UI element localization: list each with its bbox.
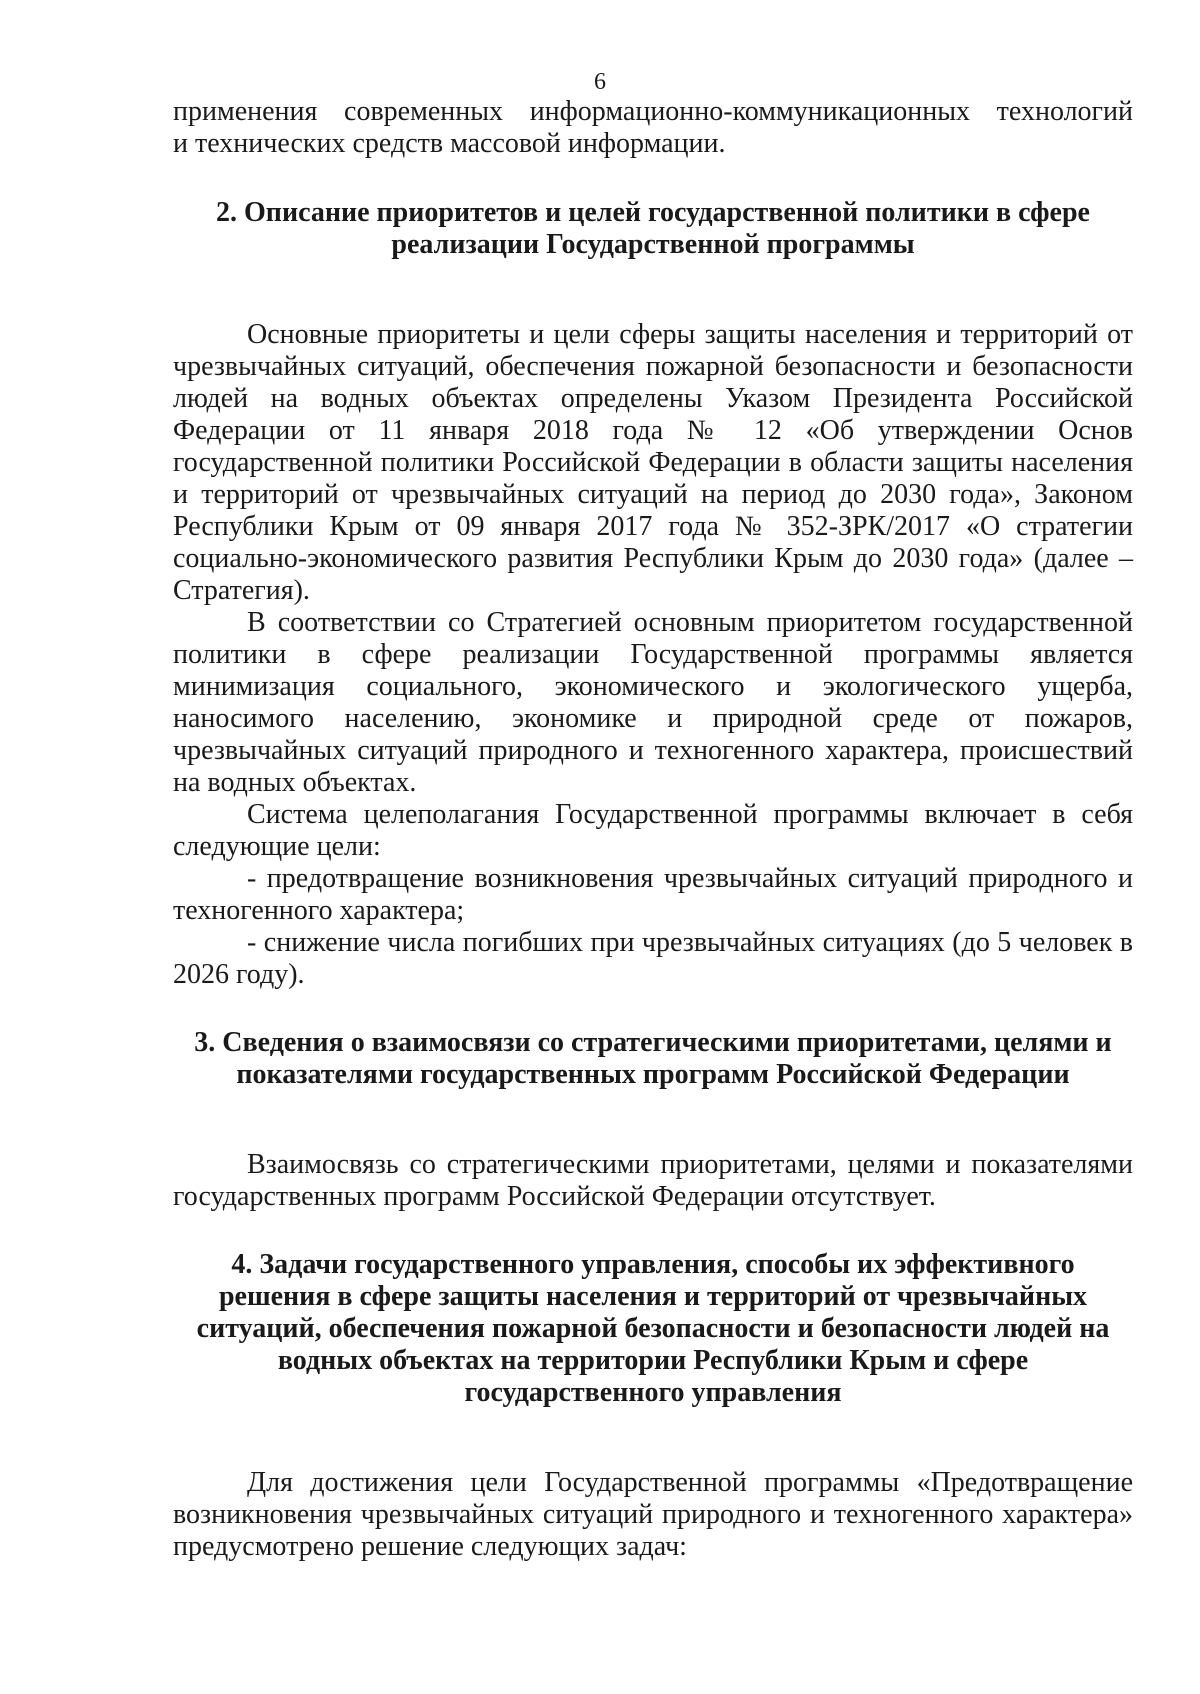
document-body bbox=[173, 96, 1133, 1563]
section-4-paragraph: Для достижения цели Государственной программы «Предотвращение возникновения чрезвычайных ситуаций природного и техногенного характера» предусмотрено решение следующих задач: bbox=[173, 1467, 1133, 1562]
section-2-goal-2: - снижение числа погибших при чрезвычайных ситуациях (до 5 человек в 2026 году). bbox=[173, 927, 1133, 990]
intro-paragraph bbox=[173, 96, 1133, 160]
section-4-heading-line-4: водных объектах на территории Республики Крым и сфере bbox=[277, 1345, 1029, 1376]
section-2-paragraph-2: В соответствии со Стратегией основным приоритетом государственной политики в сфере реализации Государственной программы является минимизация социального, экономического и экологического ущерба, наносимого населению, экономике и природной среде от пожаров, чрезвычайных ситуаций природного и техногенного характера, происшествий на водных объектах. bbox=[173, 607, 1133, 798]
section-2-heading-line-2: реализации Государственной программы bbox=[391, 229, 915, 260]
page-number: 6 bbox=[594, 69, 606, 95]
section-4-heading-line-1: 4. Задачи государственного управления, способы их эффективного bbox=[231, 1249, 1075, 1280]
section-3-paragraph: Взаимосвязь со стратегическими приоритетами, целями и показателями государственных программ Российской Федерации отсутствует. bbox=[173, 1149, 1133, 1212]
section-2-paragraph-1: Основные приоритеты и цели сферы защиты населения и территорий от чрезвычайных ситуаций, обеспечения пожарной безопасности и безопасности людей на водных объектах определены Указом Президента Российской Федерации от 11 января 2018 года № 12 «Об утверждении Основ государственной политики Российской Федерации в области защиты населения и территорий от чрезвычайных ситуаций на период до 2030 года», Законом Республики Крым от 09 января 2017 года № 352-ЗРК/2017 «О стратегии социально-экономического развития Республики Крым до 2030 года» (далее – Стратегия). bbox=[173, 319, 1133, 606]
section-4-heading-line-3: ситуаций, обеспечения пожарной безопасности и безопасности людей на bbox=[196, 1313, 1110, 1344]
section-4-heading bbox=[173, 1249, 1133, 1409]
intro-line-1: применения современных информационно-коммуникационных технологий bbox=[173, 96, 1133, 127]
section-3-heading-line-2: показателями государственных программ Российской Федерации bbox=[236, 1059, 1070, 1090]
section-4-heading-line-5: государственного управления bbox=[464, 1377, 842, 1408]
section-2-heading bbox=[173, 197, 1133, 261]
section-2-heading-line-1: 2. Описание приоритетов и целей государственной политики в сфере bbox=[216, 197, 1090, 228]
section-2-goal-1: - предотвращение возникновения чрезвычайных ситуаций природного и техногенного характера; bbox=[173, 863, 1133, 926]
intro-line-2: и технических средств массовой информации. bbox=[173, 128, 726, 159]
section-4-heading-line-2: решения в сфере защиты населения и территорий от чрезвычайных bbox=[218, 1281, 1088, 1312]
section-2-paragraph-3: Система целеполагания Государственной программы включает в себя следующие цели: bbox=[173, 799, 1133, 862]
section-3-heading bbox=[173, 1027, 1133, 1091]
section-3-heading-line-1: 3. Сведения о взаимосвязи со стратегическими приоритетами, целями и bbox=[194, 1027, 1112, 1058]
